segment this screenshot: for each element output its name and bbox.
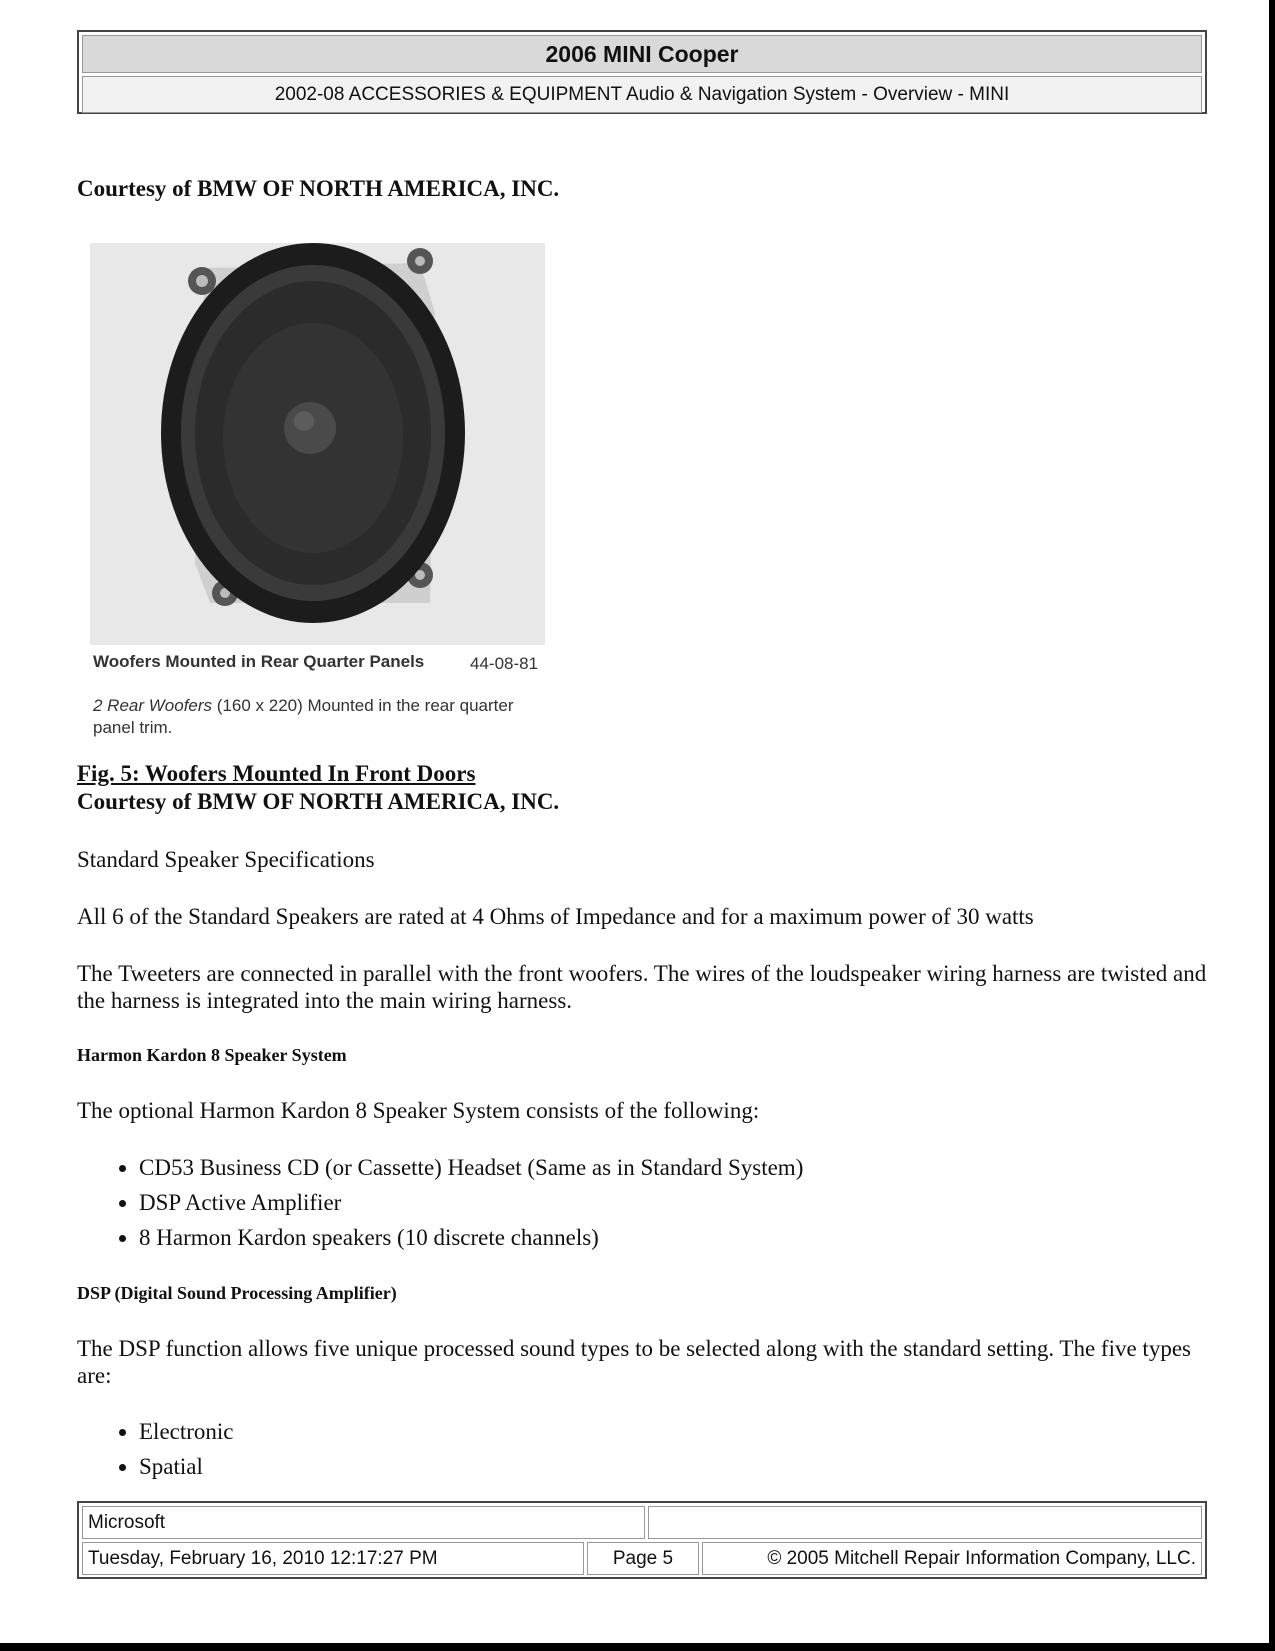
figure-caption-title: Woofers Mounted in Rear Quarter Panels: [93, 652, 425, 671]
figure-caption-code: 44-08-81: [470, 654, 539, 673]
speaker-image: [90, 243, 545, 645]
woofer-photo: [90, 243, 545, 645]
courtesy-line-bottom: Courtesy of BMW OF NORTH AMERICA, INC.: [77, 789, 560, 814]
dsp-intro: The DSP function allows five unique processed sound types to be selected along with the standard setting. The five types are:: [77, 1336, 1191, 1388]
footer-datetime: Tuesday, February 16, 2010 12:17:27 PM: [82, 1542, 584, 1575]
document-header: [77, 30, 1207, 114]
figure-caption-description: [93, 695, 533, 739]
list-item: Spatial: [139, 1449, 234, 1484]
figure-title: Fig. 5: Woofers Mounted In Front Doors: [77, 761, 476, 786]
list-item: 8 Harmon Kardon speakers (10 discrete channels): [139, 1220, 803, 1255]
list-item: CD53 Business CD (or Cassette) Headset (Same as in Standard System): [139, 1150, 803, 1185]
list-item: DSP Active Amplifier: [139, 1185, 803, 1220]
courtesy-line-top: Courtesy of BMW OF NORTH AMERICA, INC.: [77, 176, 560, 201]
page-edge-bottom: [0, 1643, 1275, 1651]
woofer-figure: [90, 243, 545, 737]
document-title: 2006 MINI Cooper: [82, 35, 1202, 73]
document-subtitle: 2002-08 ACCESSORIES & EQUIPMENT Audio & Navigation System - Overview - MINI: [82, 76, 1202, 113]
tweeters-paragraph: The Tweeters are connected in parallel with the front woofers. The wires of the loudspeaker wiring harness are twisted and the harness is integrated into the main wiring harness.: [77, 961, 1207, 1013]
std-specs-heading: Standard Speaker Specifications: [77, 847, 375, 872]
document-footer: [77, 1501, 1207, 1579]
hk-list: [77, 1150, 803, 1255]
figure-caption-italic: 2 Rear Woofers: [93, 696, 213, 715]
list-item: Electronic: [139, 1414, 234, 1449]
figure-caption-rest: (160 x 220) Mounted in the rear quarter panel trim.: [93, 696, 514, 737]
page-edge-right: [1269, 0, 1275, 1651]
footer-page-number: Page 5: [587, 1542, 699, 1575]
dsp-list: [77, 1414, 234, 1484]
footer-empty-cell: [648, 1506, 1202, 1539]
dsp-heading: DSP (Digital Sound Processing Amplifier): [77, 1283, 397, 1303]
hk-intro: The optional Harmon Kardon 8 Speaker System consists of the following:: [77, 1098, 760, 1123]
std-rating-paragraph: All 6 of the Standard Speakers are rated at 4 Ohms of Impedance and for a maximum power of 30 watts: [77, 904, 1034, 929]
footer-source: Microsoft: [82, 1506, 645, 1539]
footer-copyright: © 2005 Mitchell Repair Information Company, LLC.: [702, 1542, 1202, 1575]
hk-heading: Harmon Kardon 8 Speaker System: [77, 1045, 347, 1065]
